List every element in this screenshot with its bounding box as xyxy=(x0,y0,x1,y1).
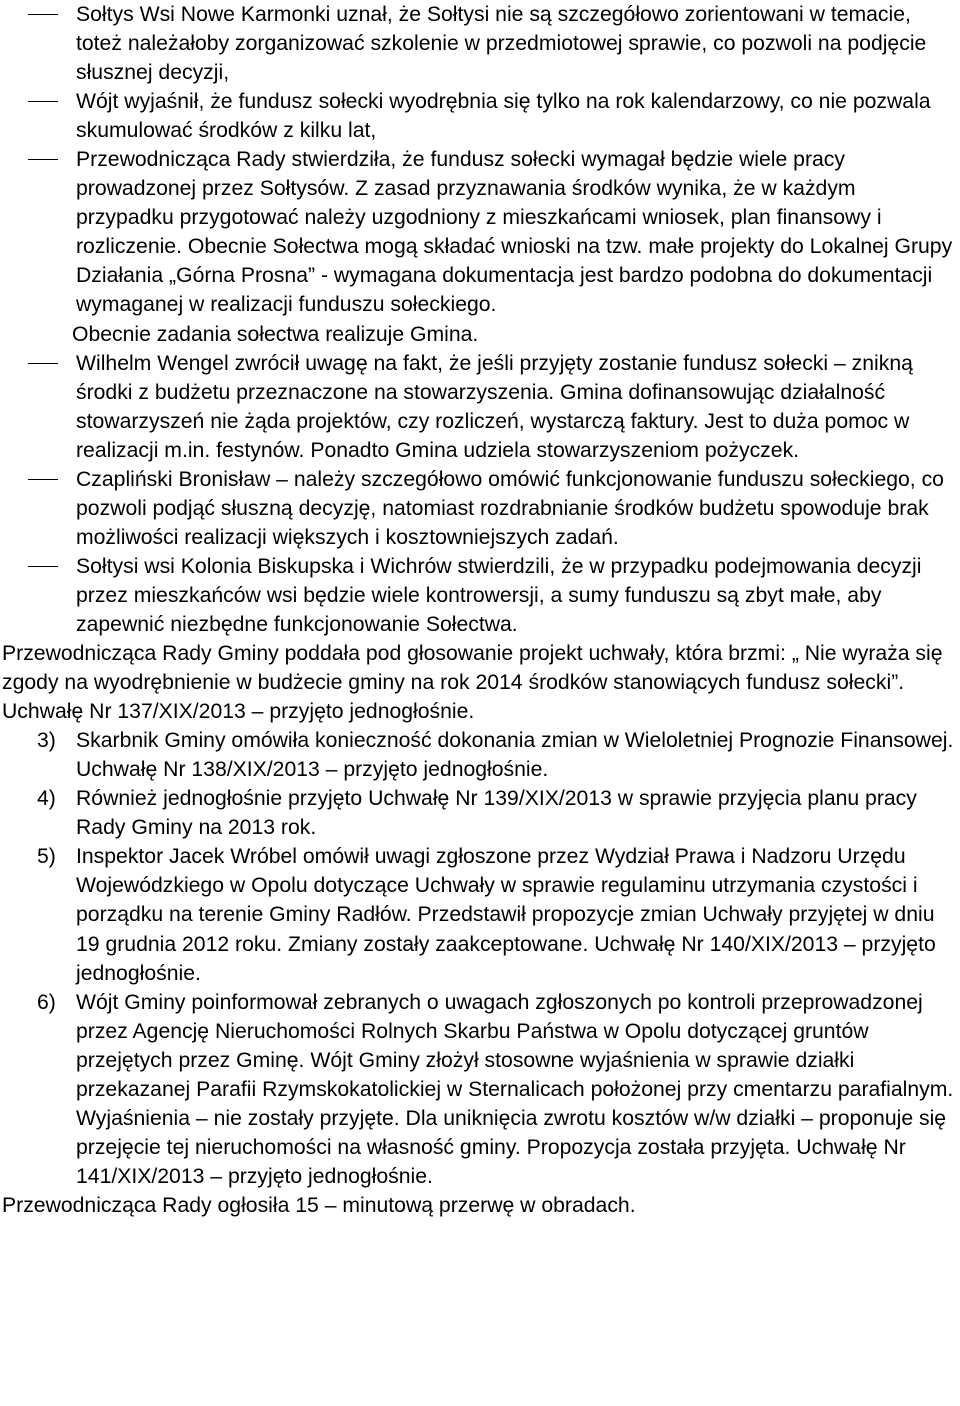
list-item-text: Inspektor Jacek Wróbel omówił uwagi zgłoszone przez Wydział Prawa i Nadzoru Urzędu Wojewódzkiego w Opolu dotyczące Uchwały w sprawie regulaminu utrzymania czystości i porządku na terenie Gminy Radłów. Przedstawił propozycje zmian Uchwały przyjętej w dniu 19 grudnia 2012 roku. Zmiany zostały zaakceptowane. Uchwałę Nr 140/XIX/2013 – przyjęto jednogłośnie. xyxy=(76,845,936,985)
dash-list-item xyxy=(0,465,960,552)
numbered-list-item xyxy=(0,784,960,842)
list-item-text: Skarbnik Gminy omówiła konieczność dokonania zmian w Wieloletniej Prognozie Finansowej. Uchwałę Nr 138/XIX/2013 – przyjęto jednogłośnie. xyxy=(76,729,954,782)
dash-bullet xyxy=(28,145,58,174)
list-item-text: Wójt Gminy poinformował zebranych o uwagach zgłoszonych po kontroli przeprowadzonej przez Agencję Nieruchomości Rolnych Skarbu Państwa w Opolu dotyczącej gruntów przejętych przez Gminę. Wójt Gminy złożył stosowne wyjaśnienia w sprawie działki przekazanej Parafii Rzymskokatolickiej w Sternalicach położonej przy cmentarzu parafialnym. Wyjaśnienia – nie zostały przyjęte. Dla uniknięcia zwrotu kosztów w/w działki – proponuje się przejęcie tej nieruchomości na własność gminy. Propozycja została przyjęta. Uchwałę Nr 141/XIX/2013 – przyjęto jednogłośnie. xyxy=(76,990,954,1188)
item-number: 4) xyxy=(37,787,56,811)
dash-bullet xyxy=(28,0,58,29)
dash-bullet xyxy=(28,552,58,581)
indented-note: Obecnie zadania sołectwa realizuje Gmina. xyxy=(72,322,479,346)
dash-bullet xyxy=(28,349,58,378)
numbered-list-item xyxy=(0,726,960,784)
item-number: 5) xyxy=(37,845,56,869)
numbered-list-item xyxy=(0,842,960,987)
list-item-text: Sołtysi wsi Kolonia Biskupska i Wichrów stwierdzili, że w przypadku podejmowania decyzji przez mieszkańców wsi będzie wiele kontrowersji, a sumy funduszu są zbyt małe, aby zapewnić niezbędne funkcjonowanie Sołectwa. xyxy=(76,554,922,636)
dash-list-item xyxy=(0,145,960,319)
item-number: 6) xyxy=(37,990,56,1014)
dash-list-item xyxy=(0,0,960,87)
closing-line: Przewodnicząca Rady ogłosiła 15 – minutową przerwę w obradach. xyxy=(2,1193,636,1217)
dash-list-item xyxy=(0,349,960,465)
list-item-text: Wilhelm Wengel zwrócił uwagę na fakt, że jeśli przyjęty zostanie fundusz sołecki – znikną środki z budżetu przeznaczone na stowarzyszenia. Gmina dofinansowując działalność stowarzyszeń nie żąda projektów, czy rozliczeń, wystarczą faktury. Jest to duża pomoc w realizacji m.in. festynów. Ponadto Gmina udziela stowarzyszeniom pożyczek. xyxy=(76,351,913,462)
dash-list-item xyxy=(0,87,960,145)
dash-bullet xyxy=(28,87,58,116)
list-item-text: Sołtys Wsi Nowe Karmonki uznał, że Sołtysi nie są szczegółowo zorientowani w temacie, toteż należałoby zorganizować szkolenie w przedmiotowej sprawie, co pozwoli na podjęcie słusznej decyzji, xyxy=(76,3,927,85)
dash-list-item xyxy=(0,552,960,639)
list-item-text: Przewodnicząca Rady stwierdziła, że fundusz sołecki wymagał będzie wiele pracy prowadzonej przez Sołtysów. Z zasad przyznawania środków wynika, że w każdym przypadku przygotować należy uzgodniony z mieszkańcami wniosek, plan finansowy i rozliczenie. Obecnie Sołectwa mogą składać wnioski na tzw. małe projekty do Lokalnej Grupy Działania „Górna Prosna” - wymagana dokumentacja jest bardzo podobna do dokumentacji wymaganej w realizacji funduszu sołeckiego. xyxy=(76,148,953,317)
list-item-text: Czapliński Bronisław – należy szczegółowo omówić funkcjonowanie funduszu sołeckiego, co pozwoli podjąć słuszną decyzję, natomiast rozdrabnianie środków budżetu spowoduje brak możliwości realizacji większych i kosztowniejszych zadań. xyxy=(76,467,944,549)
numbered-list-item xyxy=(0,988,960,1191)
list-item-text: Wójt wyjaśnił, że fundusz sołecki wyodrębnia się tylko na rok kalendarzowy, co nie pozwala skumulować środków z kilku lat, xyxy=(76,90,931,143)
list-item-text: Również jednogłośnie przyjęto Uchwałę Nr 139/XIX/2013 w sprawie przyjęcia planu pracy Rady Gminy na 2013 rok. xyxy=(76,787,917,840)
dash-bullet xyxy=(28,465,58,494)
resolution-paragraph: Przewodnicząca Rady Gminy poddała pod głosowanie projekt uchwały, która brzmi: „ Nie wyraża się zgody na wyodrębnienie w budżecie gminy na rok 2014 środków stanowiących fundusz sołecki”. Uchwałę Nr 137/XIX/2013 – przyjęto jednogłośnie. xyxy=(2,642,943,724)
item-number: 3) xyxy=(37,729,56,753)
